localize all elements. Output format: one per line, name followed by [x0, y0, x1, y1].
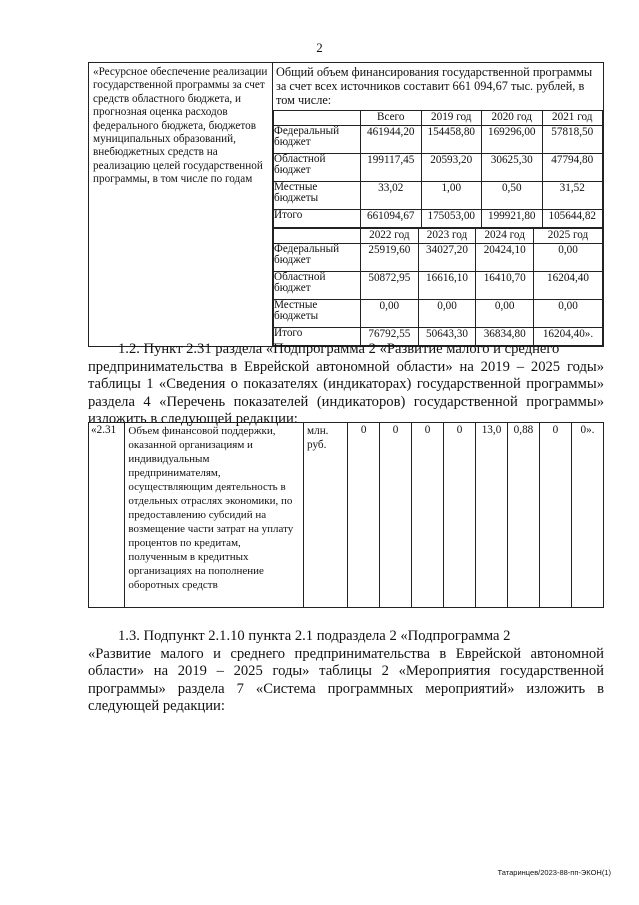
table-cell: 0,00 [476, 300, 534, 328]
table-row [274, 210, 603, 228]
table-cell: 154458,80 [421, 126, 482, 154]
table-header: 2022 год [361, 229, 419, 244]
table-row [274, 272, 603, 300]
table-row [274, 154, 603, 182]
table-cell: 16204,40». [534, 328, 603, 346]
table-cell: 16410,70 [476, 272, 534, 300]
paragraph-1-2 [88, 341, 604, 429]
funding-block-2019-2021 [273, 110, 603, 228]
paragraph-body: «Развитие малого и среднего предпринимательства в Еврейской автономной области» на 2019 – 2025 годы» таблицы 2 «Мероприятия государственной программы» раздела 7 «Система программных мероприятий» изложить в следующей редакции: [88, 645, 604, 715]
funding-table [88, 62, 604, 347]
table-header: 2020 год [482, 111, 543, 126]
funding-right-cell [273, 63, 604, 347]
indicator-value: 0 [539, 423, 571, 608]
row-label: Областной бюджет [274, 272, 361, 300]
table-cell: 1,00 [421, 182, 482, 210]
row-label: Местные бюджеты [274, 182, 361, 210]
table-cell: 16616,10 [418, 272, 476, 300]
table-cell: 199117,45 [361, 154, 422, 182]
indicator-number: «2.31 [89, 423, 125, 608]
table-cell: 0,50 [482, 182, 543, 210]
table-cell: 31,52 [542, 182, 603, 210]
table-header: 2021 год [542, 111, 603, 126]
table-cell: 0,00 [534, 300, 603, 328]
table-header-row [274, 229, 603, 244]
table-cell: 47794,80 [542, 154, 603, 182]
funding-block-2022-2025 [273, 228, 603, 346]
funding-intro: Общий объем финансирования государственной программы за счет всех источников составит 661 094,67 тыс. рублей, в том числе: [276, 65, 593, 107]
table-cell: 25919,60 [361, 244, 419, 272]
table-header: 2023 год [418, 229, 476, 244]
paragraph-first-line: 1.3. Подпункт 2.1.10 пункта 2.1 подраздела 2 «Подпрограмма 2 [118, 628, 511, 644]
indicator-unit: млн. руб. [304, 423, 348, 608]
row-label: Федеральный бюджет [274, 126, 361, 154]
indicator-value: 0». [571, 423, 603, 608]
table-cell: 661094,67 [361, 210, 422, 228]
table-cell: 199921,80 [482, 210, 543, 228]
table-cell: 20593,20 [421, 154, 482, 182]
table-cell: 0,00 [418, 300, 476, 328]
indicator-value: 0,88 [507, 423, 539, 608]
table-cell: 0,00 [534, 244, 603, 272]
document-footer-code: Татаринцев/2023-88-пп-ЭКОН(1) [497, 868, 611, 877]
row-label: Федеральный бюджет [274, 244, 361, 272]
page-number: 2 [316, 40, 323, 55]
table-cell: 175053,00 [421, 210, 482, 228]
table-header: 2025 год [534, 229, 603, 244]
table-row [274, 244, 603, 272]
table-cell: 0,00 [361, 300, 419, 328]
table-cell: 50872,95 [361, 272, 419, 300]
table-header: 2019 год [421, 111, 482, 126]
indicator-value: 0 [444, 423, 476, 608]
row-label: Областной бюджет [274, 154, 361, 182]
indicator-value: 0 [380, 423, 412, 608]
row-label: Итого [274, 328, 361, 346]
header-blank [274, 229, 361, 244]
table-row [89, 423, 604, 608]
table-cell: 20424,10 [476, 244, 534, 272]
table-cell: 34027,20 [418, 244, 476, 272]
table-row [274, 300, 603, 328]
funding-left-label: «Ресурсное обеспечение реализации государственной программы за счет средств областного бюджета, и прогнозная оценка расходов федерального бюджета, бюджетов муниципальных образований, внебюджетных средств на реализацию целей государственной программы, в том числе по годам [89, 63, 273, 347]
paragraph-first-line: 1.2. Пункт 2.31 раздела «Подпрограмма 2 «Развитие малого и среднего [118, 341, 560, 357]
table-cell: 30625,30 [482, 154, 543, 182]
indicator-value: 0 [348, 423, 380, 608]
table-header: Всего [361, 111, 422, 126]
table-cell: 57818,50 [542, 126, 603, 154]
header-blank [274, 111, 361, 126]
table-cell: 33,02 [361, 182, 422, 210]
paragraph-1-3 [88, 628, 604, 716]
row-label: Местные бюджеты [274, 300, 361, 328]
table-cell: 105644,82 [542, 210, 603, 228]
table-cell: 461944,20 [361, 126, 422, 154]
table-cell: 169296,00 [482, 126, 543, 154]
table-header-row [274, 111, 603, 126]
indicator-value: 13,0 [476, 423, 508, 608]
paragraph-body: предпринимательства в Еврейской автономной области» на 2019 – 2025 годы» таблицы 1 «Сведения о показателях (индикаторах) государственной программы» раздела 4 «Перечень показателей (индикаторов) государственной программы» изложить в следующей редакции: [88, 358, 604, 428]
row-label: Итого [274, 210, 361, 228]
indicator-description: Объем финансовой поддержки, оказанной организациям и индивидуальным предпринимателям, осуществляющим деятельность в отдельных отраслях экономики, по предоставлению субсидий на возмещение части затрат на уплату процентов по кредитам, полученным в кредитных организациях на пополнение оборотных средств [125, 423, 304, 608]
table-cell: 36834,80 [476, 328, 534, 346]
indicator-value: 0 [412, 423, 444, 608]
table-row [274, 182, 603, 210]
indicator-table [88, 422, 604, 608]
table-header: 2024 год [476, 229, 534, 244]
table-row [274, 126, 603, 154]
table-cell: 16204,40 [534, 272, 603, 300]
table-cell: 76792,55 [361, 328, 419, 346]
table-cell: 50643,30 [418, 328, 476, 346]
